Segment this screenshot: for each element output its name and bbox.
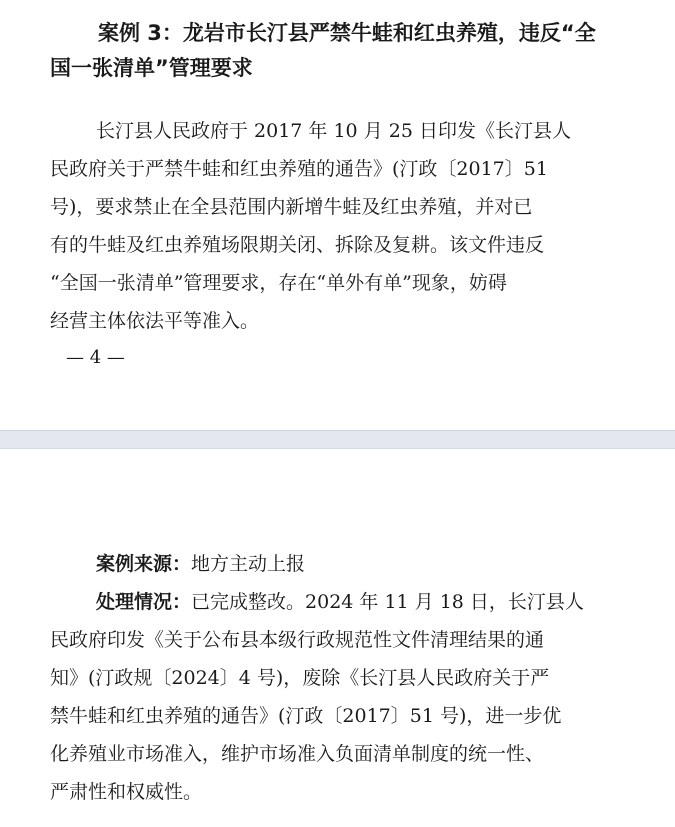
case-source-line <box>50 545 625 583</box>
handling-body-line: 知》(汀政规〔2024〕4 号)，废除《长汀县人民政府关于严 <box>50 667 550 689</box>
body-line: 号)，要求禁止在全县范围内新增牛蛙及红虫养殖，并对已 <box>50 196 533 218</box>
body-line: “全国一张清单”管理要求，存在“单外有单”现象，妨碍 <box>50 272 507 294</box>
case-title-line-1: 案例 3：龙岩市长汀县严禁牛蛙和红虫养殖，违反“全 <box>98 21 596 45</box>
case-body-paragraph <box>50 112 625 340</box>
document-page-bottom <box>0 449 675 827</box>
case-source-value: 地方主动上报 <box>191 553 306 575</box>
body-line: 长汀县人民政府于 2017 年 10 月 25 日印发《长汀县人 <box>96 120 571 142</box>
handling-line <box>50 583 625 621</box>
handling-first-line: 已完成整改。2024 年 11 月 18 日，长汀县人 <box>191 591 584 613</box>
handling-label: 处理情况： <box>96 591 192 613</box>
handling-body-line: 严肃性和权威性。 <box>50 781 203 803</box>
case-title <box>50 16 630 86</box>
handling-body-line: 禁牛蛙和红虫养殖的通告》(汀政〔2017〕51 号)，进一步优 <box>50 705 562 727</box>
case-title-line-2: 国一张清单”管理要求 <box>50 56 253 80</box>
case-source-label: 案例来源： <box>96 553 192 575</box>
handling-body-line: 化养殖业市场准入，维护市场准入负面清单制度的统一性、 <box>50 743 545 765</box>
case-details <box>50 545 625 811</box>
body-line: 民政府关于严禁牛蛙和红虫养殖的通告》(汀政〔2017〕51 <box>50 158 548 180</box>
handling-body-line: 民政府印发《关于公布县本级行政规范性文件清理结果的通 <box>50 629 545 651</box>
body-line: 有的牛蛙及红虫养殖场限期关闭、拆除及复耕。该文件违反 <box>50 234 545 256</box>
body-line: 经营主体依法平等准入。 <box>50 310 260 332</box>
page-number: — 4 — <box>66 347 125 368</box>
page-separator <box>0 430 675 449</box>
